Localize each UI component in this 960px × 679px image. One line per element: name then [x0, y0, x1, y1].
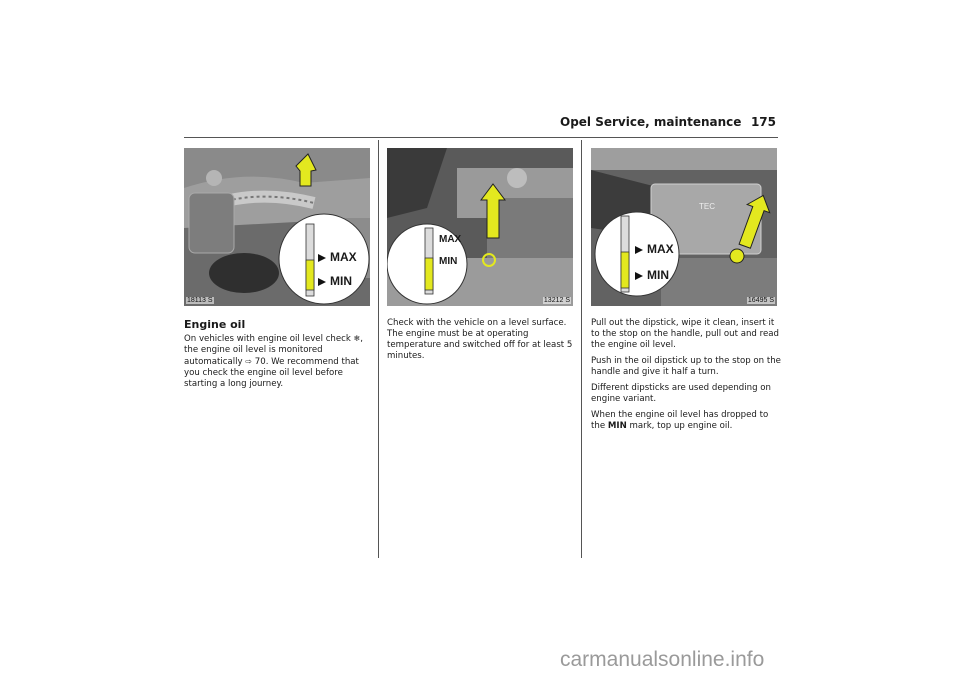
page-number: 175	[750, 115, 776, 129]
text-run: , the engine oil level is monitored automatically	[184, 334, 364, 367]
engine-photo-illustration-3	[591, 148, 777, 306]
dipstick-max-label: MAX	[330, 250, 357, 264]
dipstick-max-label: MAX	[647, 242, 674, 256]
dipstick-min-label: MIN	[647, 268, 669, 282]
figure-code: 16495 S	[747, 297, 774, 304]
text-run: 70. We recommend that you check the engine oil level before starting a long journey.	[184, 357, 359, 389]
watermark-link[interactable]: carmanualsonline.info	[560, 648, 765, 671]
paragraph-read-dipstick: Pull out the dipstick, wipe it clean, insert it to the stop on the handle, pull out and read the engine oil level.	[591, 318, 779, 350]
page-reference-arrow-icon: ⇨	[245, 357, 253, 366]
figure-engine-bay-1	[184, 148, 370, 306]
header-rule	[184, 137, 778, 138]
dipstick-max-label: MAX	[439, 234, 462, 245]
figure-code: 13212 S	[543, 297, 570, 304]
column-divider-1	[378, 140, 379, 558]
dipstick-min-label: MIN	[330, 274, 352, 288]
paragraph-check-conditions: Check with the vehicle on a level surface. The engine must be at operating temperature and switched off for at least 5 minutes.	[387, 318, 573, 361]
text-run: On vehicles with engine oil level check	[184, 334, 351, 344]
column-1	[184, 318, 374, 395]
column-3	[591, 318, 781, 437]
min-mark-label: MIN	[607, 421, 627, 431]
dipstick-min-label: MIN	[439, 256, 458, 267]
column-divider-2	[581, 140, 582, 558]
running-header	[560, 115, 776, 129]
engine-emblem-text: TEC	[699, 202, 715, 211]
figure-engine-bay-2	[387, 148, 573, 306]
figure-engine-bay-3	[591, 148, 777, 306]
paragraph-dipstick-variants: Different dipsticks are used depending on engine variant.	[591, 383, 771, 404]
paragraph-push-dipstick: Push in the oil dipstick up to the stop on the handle and give it half a turn.	[591, 356, 781, 377]
text-run: mark, top up engine oil.	[626, 421, 733, 431]
paragraph-intro	[184, 333, 374, 390]
section-title: Opel Service, maintenance	[560, 115, 742, 129]
engine-photo-illustration-2	[387, 148, 573, 306]
section-heading: Engine oil	[184, 318, 246, 331]
oil-level-check-icon: ❄	[353, 334, 361, 343]
paragraph-top-up	[591, 410, 781, 432]
column-2	[387, 318, 577, 367]
text-run: When the engine oil level has dropped to the	[591, 410, 769, 431]
figure-code: 18113 S	[187, 297, 213, 304]
